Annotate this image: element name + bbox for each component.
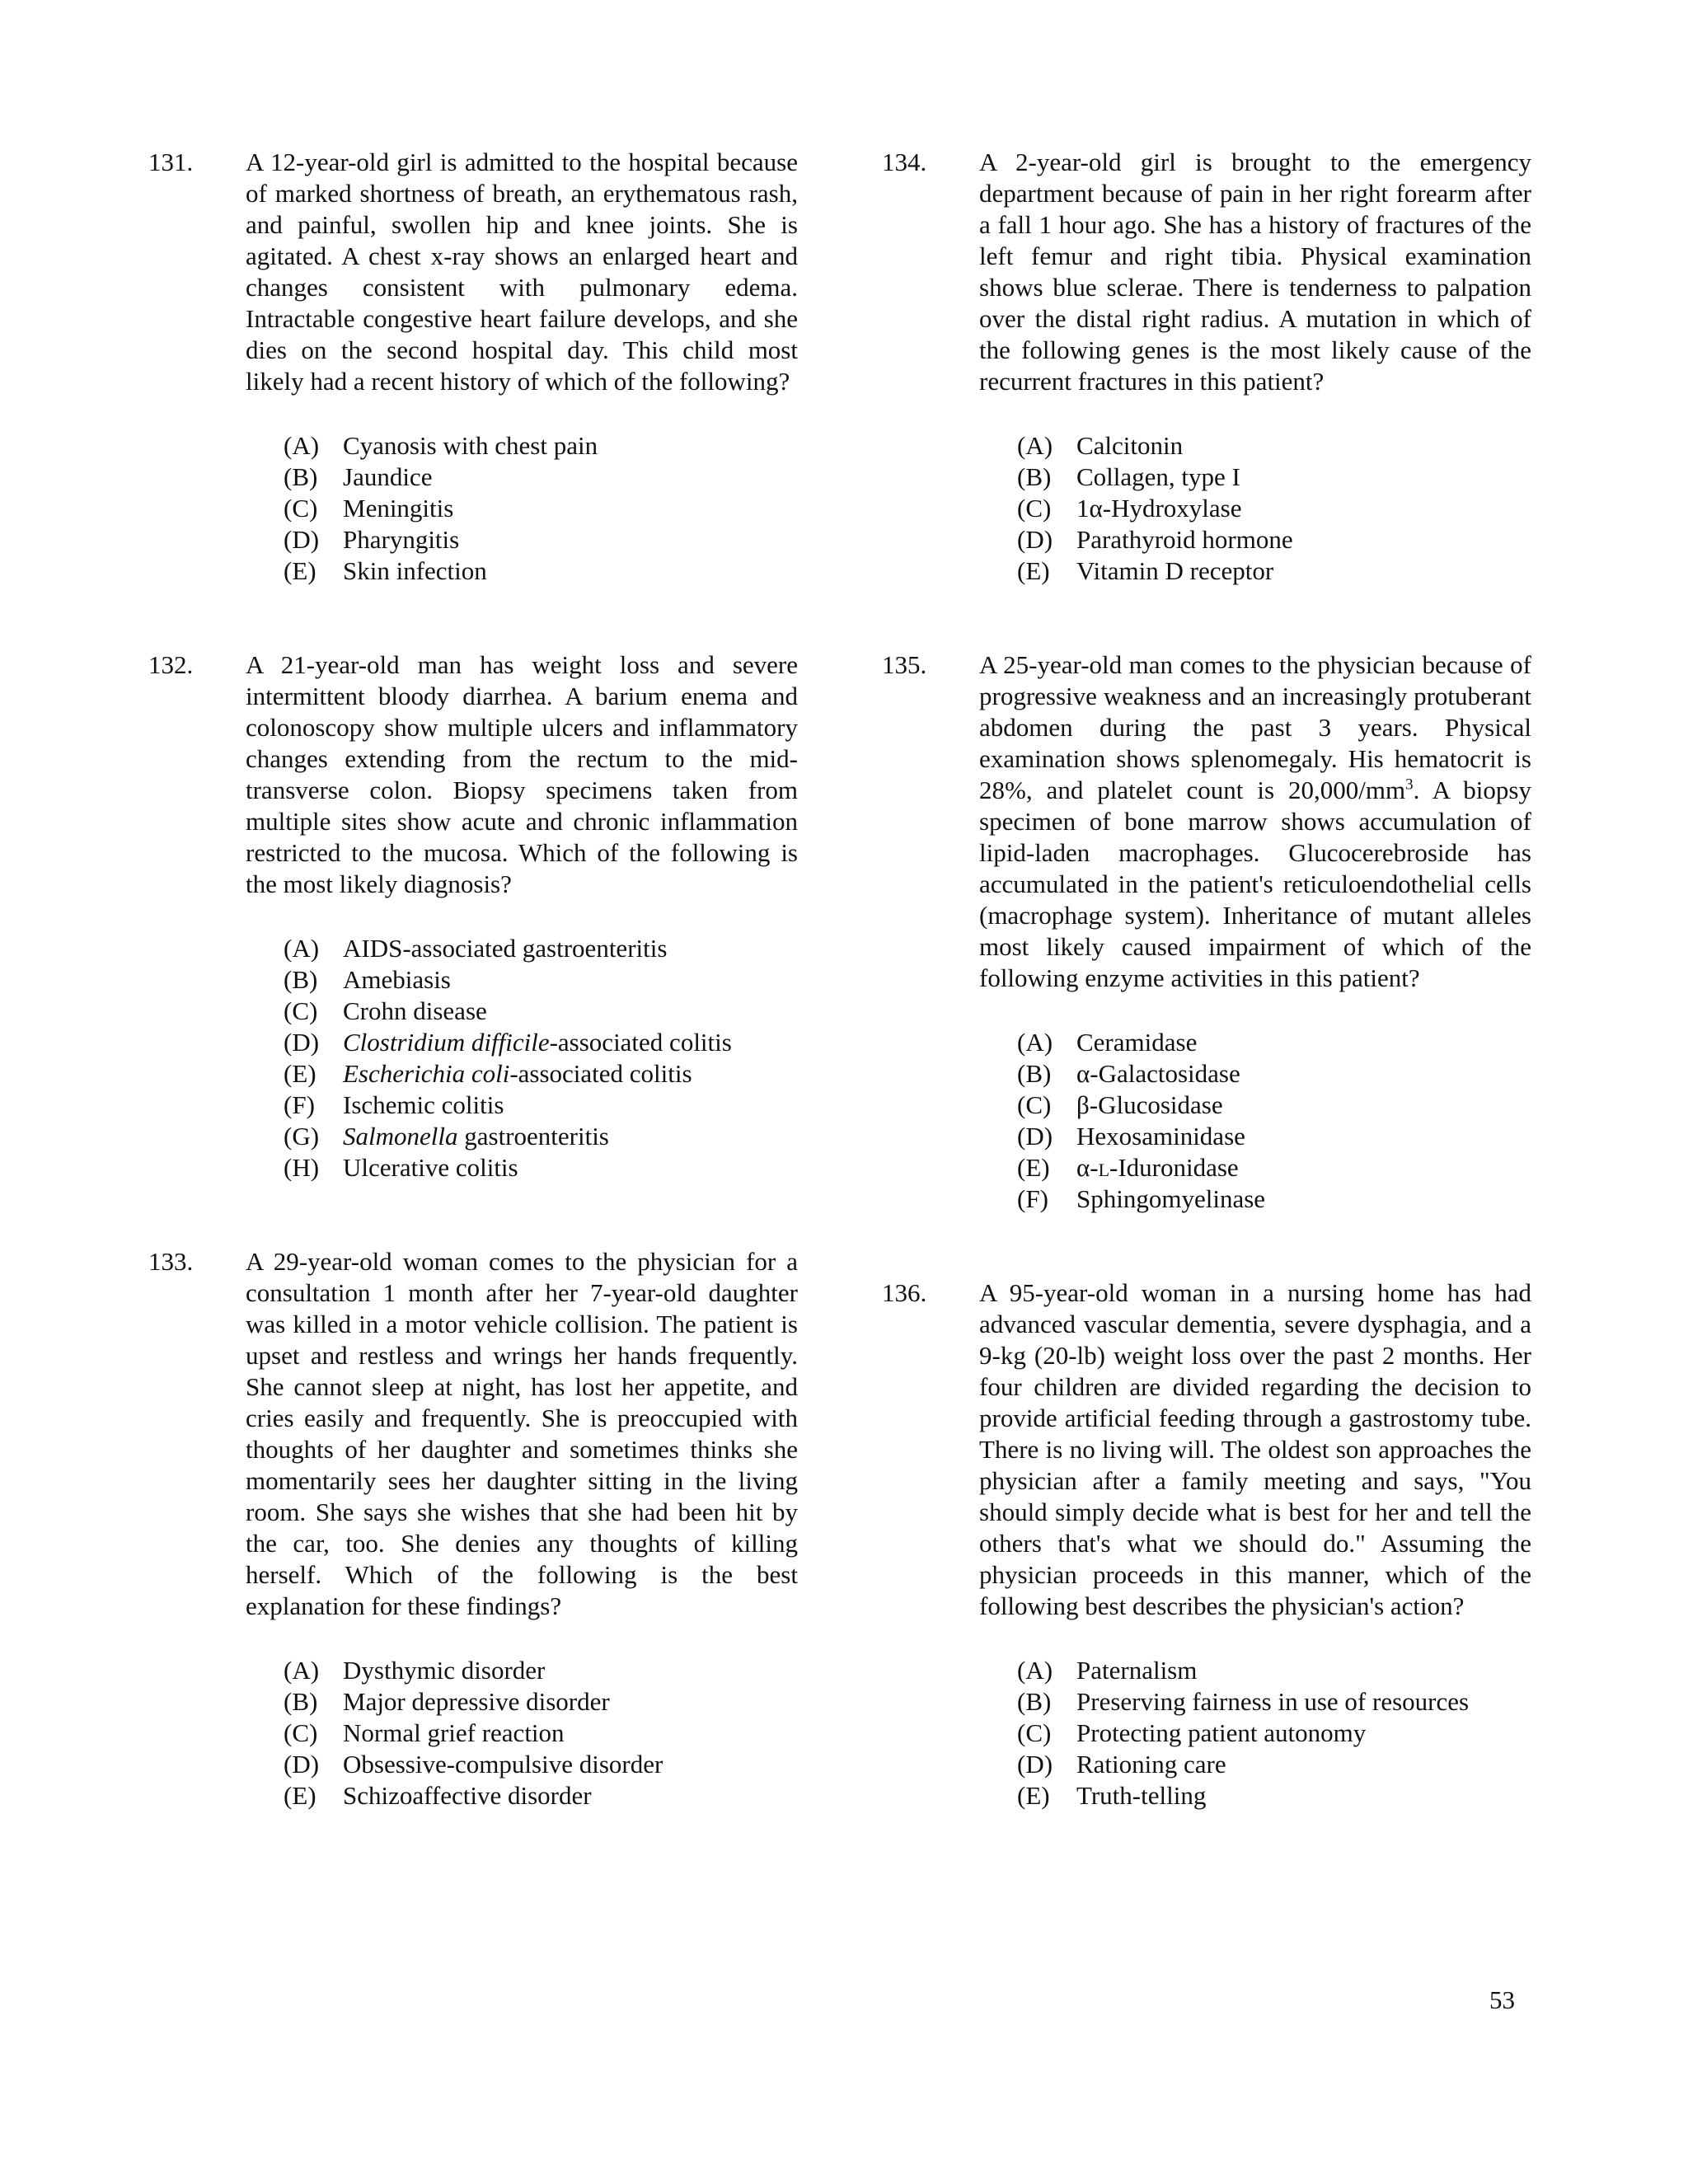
option-letter: (A) (284, 1656, 320, 1685)
answer-option[interactable] (1017, 462, 1531, 493)
option-text: 1α-Hydroxylase (1076, 494, 1242, 523)
option-letter: (D) (284, 1028, 320, 1057)
option-letter: (C) (1017, 1718, 1052, 1747)
option-text: Ischemic colitis (343, 1090, 504, 1119)
question-stem: A 29-year-old woman comes to the physician for a consultation 1 month after her 7-year-old daughter was killed in a motor vehicle collision. The patient is upset and restless and wrings her hands frequently. She cannot sleep at night, has lost her appetite, and cries easily and frequently. She is preoccupied with thoughts of her daughter and sometimes thinks she momentarily sees her daughter sitting in the living room. She says she wishes that she had been hit by the car, too. She denies any thoughts of killing herself. Which of the following is the best explanation for these findings? (246, 1247, 798, 1620)
option-text (343, 1058, 798, 1090)
answer-option[interactable] (1017, 1152, 1531, 1183)
option-text-rest: -Iduronidase (1109, 1153, 1239, 1182)
answer-options (246, 933, 798, 1183)
answer-option[interactable] (284, 493, 798, 524)
option-text: Schizoaffective disorder (343, 1781, 592, 1810)
question-number: 135. (882, 650, 927, 679)
option-letter: (D) (284, 525, 320, 554)
option-text: Pharyngitis (343, 525, 460, 554)
answer-option[interactable] (1017, 1183, 1531, 1215)
question-stem: A 2-year-old girl is brought to the emergency department because of pain in her right forearm after a fall 1 hour ago. She has a history of fractures of the left femur and right tibia. Physical examination shows blue sclerae. There is tenderness to palpation over the distal right radius. A mutation in which of the following genes is the most likely cause of the recurrent fractures in this patient? (979, 148, 1531, 396)
page-number: 53 (1489, 1985, 1515, 2014)
option-text: Skin infection (343, 556, 487, 585)
option-text: Ceramidase (1076, 1028, 1198, 1057)
option-letter: (A) (1017, 431, 1053, 460)
option-letter: (H) (284, 1153, 320, 1182)
question-stem: A 12-year-old girl is admitted to the hospital because of marked shortness of breath, an erythematous rash, and painful, swollen hip and knee joints. She is agitated. A chest x-ray shows an enlarged heart and changes consistent with pulmonary edema. Intractable congestive heart failure develops, and she dies on the second hospital day. This child most likely had a recent history of which of the following? (246, 148, 798, 396)
question-136 (882, 1277, 1531, 1811)
question-134 (882, 147, 1531, 587)
answer-option[interactable] (284, 1749, 798, 1780)
answer-option[interactable] (284, 933, 798, 964)
answer-option[interactable] (1017, 1718, 1531, 1749)
answer-option[interactable] (1017, 555, 1531, 587)
option-text: α-Galactosidase (1076, 1059, 1240, 1088)
question-stem: A 21-year-old man has weight loss and severe intermittent bloody diarrhea. A barium enema and colonoscopy show multiple ulcers and inflammatory changes extending from the rectum to the mid-transverse colon. Biopsy specimens taken from multiple sites show acute and chronic inflammation restricted to the mucosa. Which of the following is the most likely diagnosis? (246, 650, 798, 898)
answer-options (246, 1655, 798, 1811)
answer-option[interactable] (284, 430, 798, 462)
answer-option[interactable] (284, 1090, 798, 1121)
answer-option[interactable] (1017, 1780, 1531, 1811)
answer-option[interactable] (284, 1121, 798, 1152)
answer-option[interactable] (284, 996, 798, 1027)
option-letter: (B) (284, 462, 318, 491)
answer-option[interactable] (284, 1152, 798, 1183)
question-133 (148, 1246, 798, 1811)
option-letter: (A) (1017, 1656, 1053, 1685)
option-letter: (B) (1017, 1687, 1052, 1716)
option-text (343, 1027, 798, 1058)
question-number: 134. (882, 148, 927, 176)
answer-option[interactable] (284, 1718, 798, 1749)
option-letter: (G) (284, 1122, 320, 1151)
option-letter: (E) (1017, 556, 1050, 585)
option-text-smallcaps: l (1098, 1153, 1110, 1182)
option-letter: (B) (284, 1687, 318, 1716)
option-text: Cyanosis with chest pain (343, 431, 598, 460)
option-letter: (D) (1017, 525, 1053, 554)
option-text-rest: gastroenteritis (457, 1122, 609, 1151)
answer-option[interactable] (1017, 1058, 1531, 1090)
answer-option[interactable] (284, 1058, 798, 1090)
option-text: Ulcerative colitis (343, 1153, 518, 1182)
option-letter: (C) (284, 494, 318, 523)
option-letter: (B) (1017, 1059, 1052, 1088)
option-text: Dysthymic disorder (343, 1656, 546, 1685)
option-text: Rationing care (1076, 1750, 1226, 1779)
option-text: Paternalism (1076, 1656, 1198, 1685)
answer-option[interactable] (284, 1655, 798, 1686)
question-131 (148, 147, 798, 587)
question-number: 136. (882, 1278, 927, 1307)
question-132 (148, 649, 798, 1183)
option-text: Vitamin D receptor (1076, 556, 1274, 585)
option-text: Crohn disease (343, 996, 487, 1025)
superscript: 3 (1405, 776, 1414, 794)
answer-option[interactable] (284, 555, 798, 587)
question-number: 131. (148, 148, 194, 176)
organism-name: Clostridium difficile (343, 1028, 550, 1057)
option-letter: (B) (1017, 462, 1052, 491)
answer-option[interactable] (284, 1780, 798, 1811)
option-text: β-Glucosidase (1076, 1090, 1223, 1119)
option-text: Truth-telling (1076, 1781, 1207, 1810)
answer-option[interactable] (1017, 1655, 1531, 1686)
option-text: Parathyroid hormone (1076, 525, 1293, 554)
question-stem: A 95-year-old woman in a nursing home has had advanced vascular dementia, severe dysphagia, and a 9-kg (20-lb) weight loss over the past 2 months. Her four children are divided regarding the decision to provide artificial feeding through a gastrostomy tube. There is no living will. The oldest son approaches the physician after a family meeting and says, "You should simply decide what is best for her and tell the others that's what we should do." Assuming the physician proceeds in this manner, which of the following best describes the physician's action? (979, 1278, 1531, 1620)
option-letter: (C) (1017, 494, 1052, 523)
option-letter: (E) (1017, 1153, 1050, 1182)
answer-option[interactable] (1017, 1027, 1531, 1058)
option-text-rest: -associated colitis (509, 1059, 692, 1088)
option-letter: (E) (284, 556, 316, 585)
answer-option[interactable] (1017, 524, 1531, 555)
option-text: Normal grief reaction (343, 1718, 565, 1747)
option-text (343, 1121, 798, 1152)
option-text: Jaundice (343, 462, 433, 491)
option-letter: (F) (284, 1090, 315, 1119)
option-letter: (C) (284, 1718, 318, 1747)
option-letter: (D) (1017, 1750, 1053, 1779)
option-letter: (B) (284, 965, 318, 994)
option-text (1076, 1152, 1531, 1183)
option-letter: (A) (1017, 1028, 1053, 1057)
option-letter: (A) (284, 934, 320, 963)
answer-option[interactable] (284, 1027, 798, 1058)
option-letter: (E) (284, 1781, 316, 1810)
option-text: Amebiasis (343, 965, 451, 994)
answer-option[interactable] (284, 462, 798, 493)
organism-name: Salmonella (343, 1122, 458, 1151)
left-column (148, 147, 798, 1874)
organism-name: Escherichia coli (343, 1059, 510, 1088)
option-text: Protecting patient autonomy (1076, 1718, 1367, 1747)
answer-options (979, 1655, 1531, 1811)
option-text: Meningitis (343, 494, 454, 523)
answer-option[interactable] (1017, 1090, 1531, 1121)
option-letter: (D) (284, 1750, 320, 1779)
right-column (882, 147, 1531, 1874)
option-text-prefix: α- (1076, 1153, 1099, 1182)
option-text: Sphingomyelinase (1076, 1184, 1266, 1213)
answer-options (979, 1027, 1531, 1215)
answer-option[interactable] (1017, 1749, 1531, 1780)
question-number: 132. (148, 650, 194, 679)
answer-option[interactable] (1017, 430, 1531, 462)
option-letter: (D) (1017, 1122, 1053, 1151)
option-text-rest: -associated colitis (549, 1028, 732, 1057)
option-text: Hexosaminidase (1076, 1122, 1245, 1151)
answer-option[interactable] (284, 524, 798, 555)
question-135 (882, 649, 1531, 1215)
option-text: AIDS-associated gastroenteritis (343, 934, 668, 963)
answer-option[interactable] (284, 964, 798, 996)
option-text: Obsessive-compulsive disorder (343, 1750, 663, 1779)
option-letter: (E) (1017, 1781, 1050, 1810)
option-text: Preserving fairness in use of resources (1076, 1687, 1470, 1716)
answer-options (246, 430, 798, 587)
option-letter: (C) (284, 996, 318, 1025)
question-number: 133. (148, 1247, 194, 1276)
option-text: Major depressive disorder (343, 1687, 610, 1716)
stem-text: . A biopsy specimen of bone marrow shows accumulation of lipid-laden macrophages. Glucocerebroside has accumulated in the patient's reticuloendothelial cells (macrophage system). Inheritance of mutant alleles most likely caused impairment of which of the following enzyme activities in this patient? (979, 776, 1531, 992)
answer-options (979, 430, 1531, 587)
question-stem (979, 649, 1531, 994)
answer-option[interactable] (1017, 493, 1531, 524)
option-letter: (E) (284, 1059, 316, 1088)
option-letter: (F) (1017, 1184, 1048, 1213)
stem-text: A 25-year-old man comes to the physician because of progressive weakness and an increasingly protuberant abdomen during the past 3 years. Physical examination shows splenomegaly. His hematocrit is 28%, and platelet count is 20,000/mm (979, 650, 1531, 804)
option-text: Calcitonin (1076, 431, 1184, 460)
option-letter: (A) (284, 431, 320, 460)
answer-option[interactable] (284, 1686, 798, 1718)
answer-option[interactable] (1017, 1121, 1531, 1152)
answer-option[interactable] (1017, 1686, 1531, 1718)
option-text: Collagen, type I (1076, 462, 1240, 491)
option-letter: (C) (1017, 1090, 1052, 1119)
